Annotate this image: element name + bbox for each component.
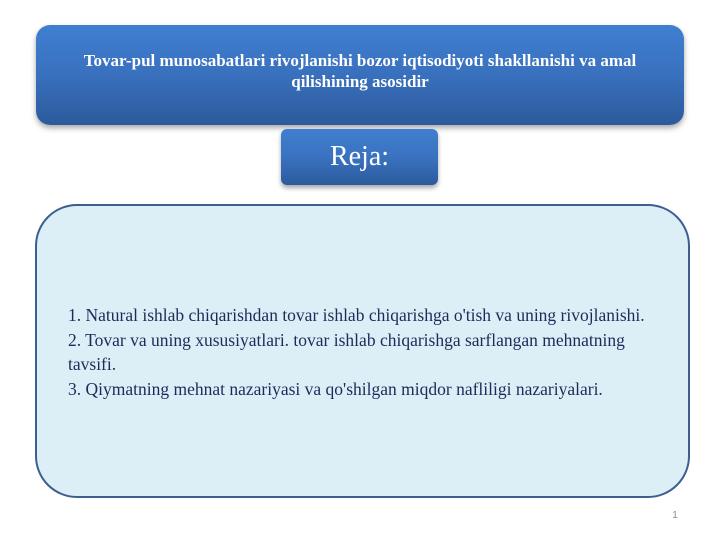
plan-item: 3. Qiymatning mehnat nazariyasi va qo'shilgan miqdor nafliligi nazariyalari.	[68, 378, 603, 399]
plan-item: 2. Tovar va uning xususiyatlari. tovar ishlab chiqarishga sarflangan mehnatning tavsifi.	[68, 329, 625, 374]
plan-item: 1. Natural ishlab chiqarishdan tovar ishlab chiqarishga o'tish va uning rivojlanishi.	[68, 305, 645, 325]
slide-title: Tovar-pul munosabatlari rivojlanishi bozor iqtisodiyoti shakllanishi va amal qilishining asosidir	[83, 51, 637, 91]
reja-banner	[281, 129, 438, 185]
slide-subtitle: Reja:	[329, 141, 390, 172]
plan-content-box	[35, 204, 690, 498]
title-banner	[36, 25, 684, 125]
plan-list	[68, 303, 658, 401]
page-number: 1	[672, 510, 678, 521]
